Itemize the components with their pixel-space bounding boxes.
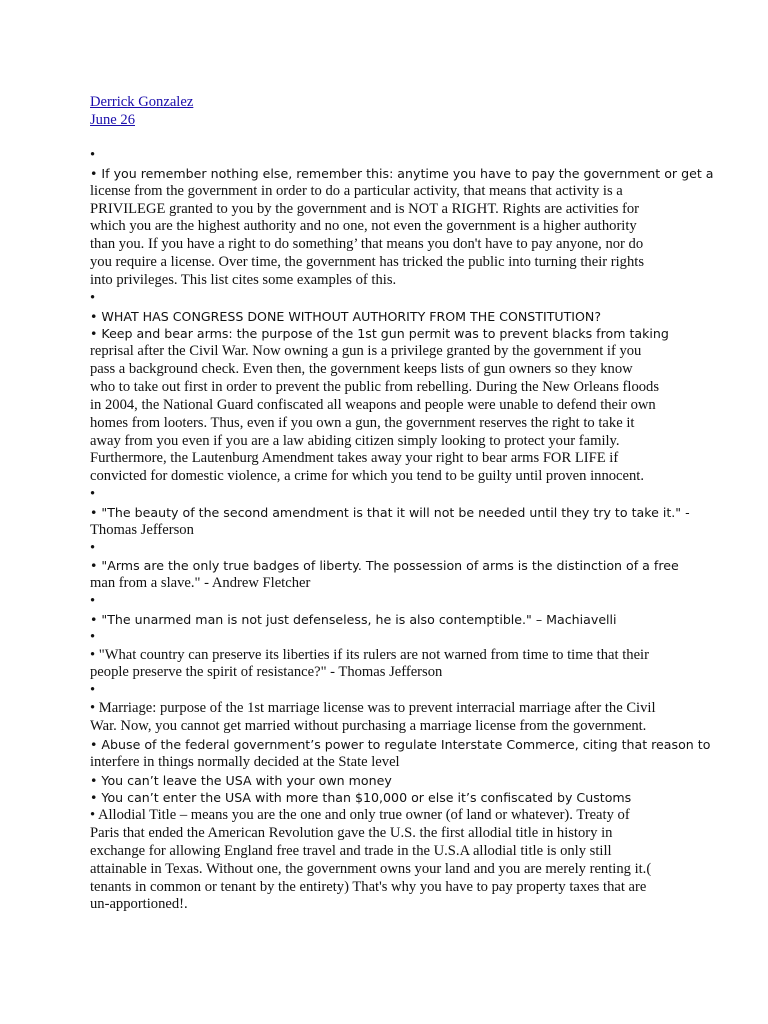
- text-line: people preserve the spirit of resistance?" - Thomas Jefferson: [90, 664, 443, 681]
- text-line: tenants in common or tenant by the entirety) That's why you have to pay property taxes that are: [90, 878, 647, 895]
- text-line: away from you even if you are a law abiding citizen simply looking to protect your family.: [90, 432, 620, 449]
- text-line: you require a license. Over time, the government has tricked the public into turning their rights: [90, 254, 644, 271]
- text-line: • "What country can preserve its liberties if its rulers are not warned from time to time that their: [90, 646, 649, 663]
- text-line: • You can’t leave the USA with your own money: [90, 772, 392, 788]
- text-line: • "Arms are the only true badges of liberty. The possession of arms is the distinction of a free: [90, 558, 679, 574]
- bullet-spacer: •: [90, 539, 96, 556]
- text-line: Furthermore, the Lautenburg Amendment takes away your right to bear arms FOR LIFE if: [90, 450, 619, 467]
- bullet-spacer: •: [90, 628, 96, 645]
- text-line: War. Now, you cannot get married without purchasing a marriage license from the government.: [90, 718, 647, 734]
- text-line: into privileges. This list cites some examples of this.: [90, 271, 397, 288]
- text-line: exchange for allowing England free travel and trade in the U.S.A allodial title is only still: [90, 842, 612, 859]
- text-line: than you. If you have a right to do something’ that means you don't have to pay anyone, nor do: [90, 236, 644, 253]
- text-line: Paris that ended the American Revolution gave the U.S. the first allodial title in history in: [90, 825, 613, 842]
- author-link[interactable]: Derrick Gonzalez: [90, 94, 194, 110]
- text-line: • "The beauty of the second amendment is that it will not be needed until they try to take it." -: [90, 504, 690, 520]
- text-line: reprisal after the Civil War. Now owning a gun is a privilege granted by the government if you: [90, 343, 642, 360]
- date-link[interactable]: June 26: [90, 112, 135, 128]
- text-line: • "The unarmed man is not just defenseless, he is also contemptible." – Machiavelli: [90, 611, 617, 627]
- bullet-spacer: •: [90, 289, 96, 306]
- document-page: [90, 93, 714, 914]
- bullet-spacer: •: [90, 147, 96, 163]
- bullet-spacer: •: [90, 593, 96, 610]
- text-line: PRIVILEGE granted to you by the government and is NOT a RIGHT. Rights are activities for: [90, 200, 640, 217]
- text-line: • Keep and bear arms: the purpose of the 1st gun permit was to prevent blacks from taking: [90, 326, 669, 342]
- bullet-spacer: •: [90, 486, 96, 503]
- text-line: convicted for domestic violence, a crime for which you tend to be guilty until proven innocent.: [90, 468, 644, 485]
- text-line: interfere in things normally decided at the State level: [90, 753, 400, 770]
- text-line: which you are the highest authority and no one, not even the government is a higher authority: [90, 218, 637, 235]
- text-line: • Marriage: purpose of the 1st marriage license was to prevent interracial marriage after the Civil: [90, 700, 656, 717]
- text-line: • Abuse of the federal government’s power to regulate Interstate Commerce, citing that reason to: [90, 736, 711, 752]
- text-line: pass a background check. Even then, the government keeps lists of gun owners so they know: [90, 361, 633, 378]
- text-line: who to take out first in order to prevent the public from rebelling. During the New Orleans floods: [90, 378, 660, 395]
- text-line: un-apportioned!.: [90, 896, 188, 913]
- article-body: [90, 147, 714, 914]
- text-line: • WHAT HAS CONGRESS DONE WITHOUT AUTHORITY FROM THE CONSTITUTION?: [90, 308, 602, 324]
- text-line: attainable in Texas. Without one, the government owns your land and you are merely renting it.(: [90, 860, 652, 877]
- text-line: homes from looters. Thus, even if you own a gun, the government reserves the right to take it: [90, 414, 635, 431]
- text-line: • Allodial Title – means you are the one and only true owner (of land or whatever). Treaty of: [90, 807, 630, 824]
- post-meta: [90, 93, 690, 129]
- bullet-spacer: •: [90, 682, 96, 699]
- text-line: • If you remember nothing else, remember this: anytime you have to pay the government or get a: [90, 165, 714, 181]
- text-line: • You can’t enter the USA with more than $10,000 or else it’s confiscated by Customs: [90, 790, 632, 806]
- text-line: license from the government in order to do a particular activity, that means that activity is a: [90, 182, 623, 199]
- text-line: in 2004, the National Guard confiscated all weapons and people were unable to defend their own: [90, 396, 656, 413]
- text-line: man from a slave." - Andrew Fletcher: [90, 575, 311, 592]
- text-line: Thomas Jefferson: [90, 521, 194, 538]
